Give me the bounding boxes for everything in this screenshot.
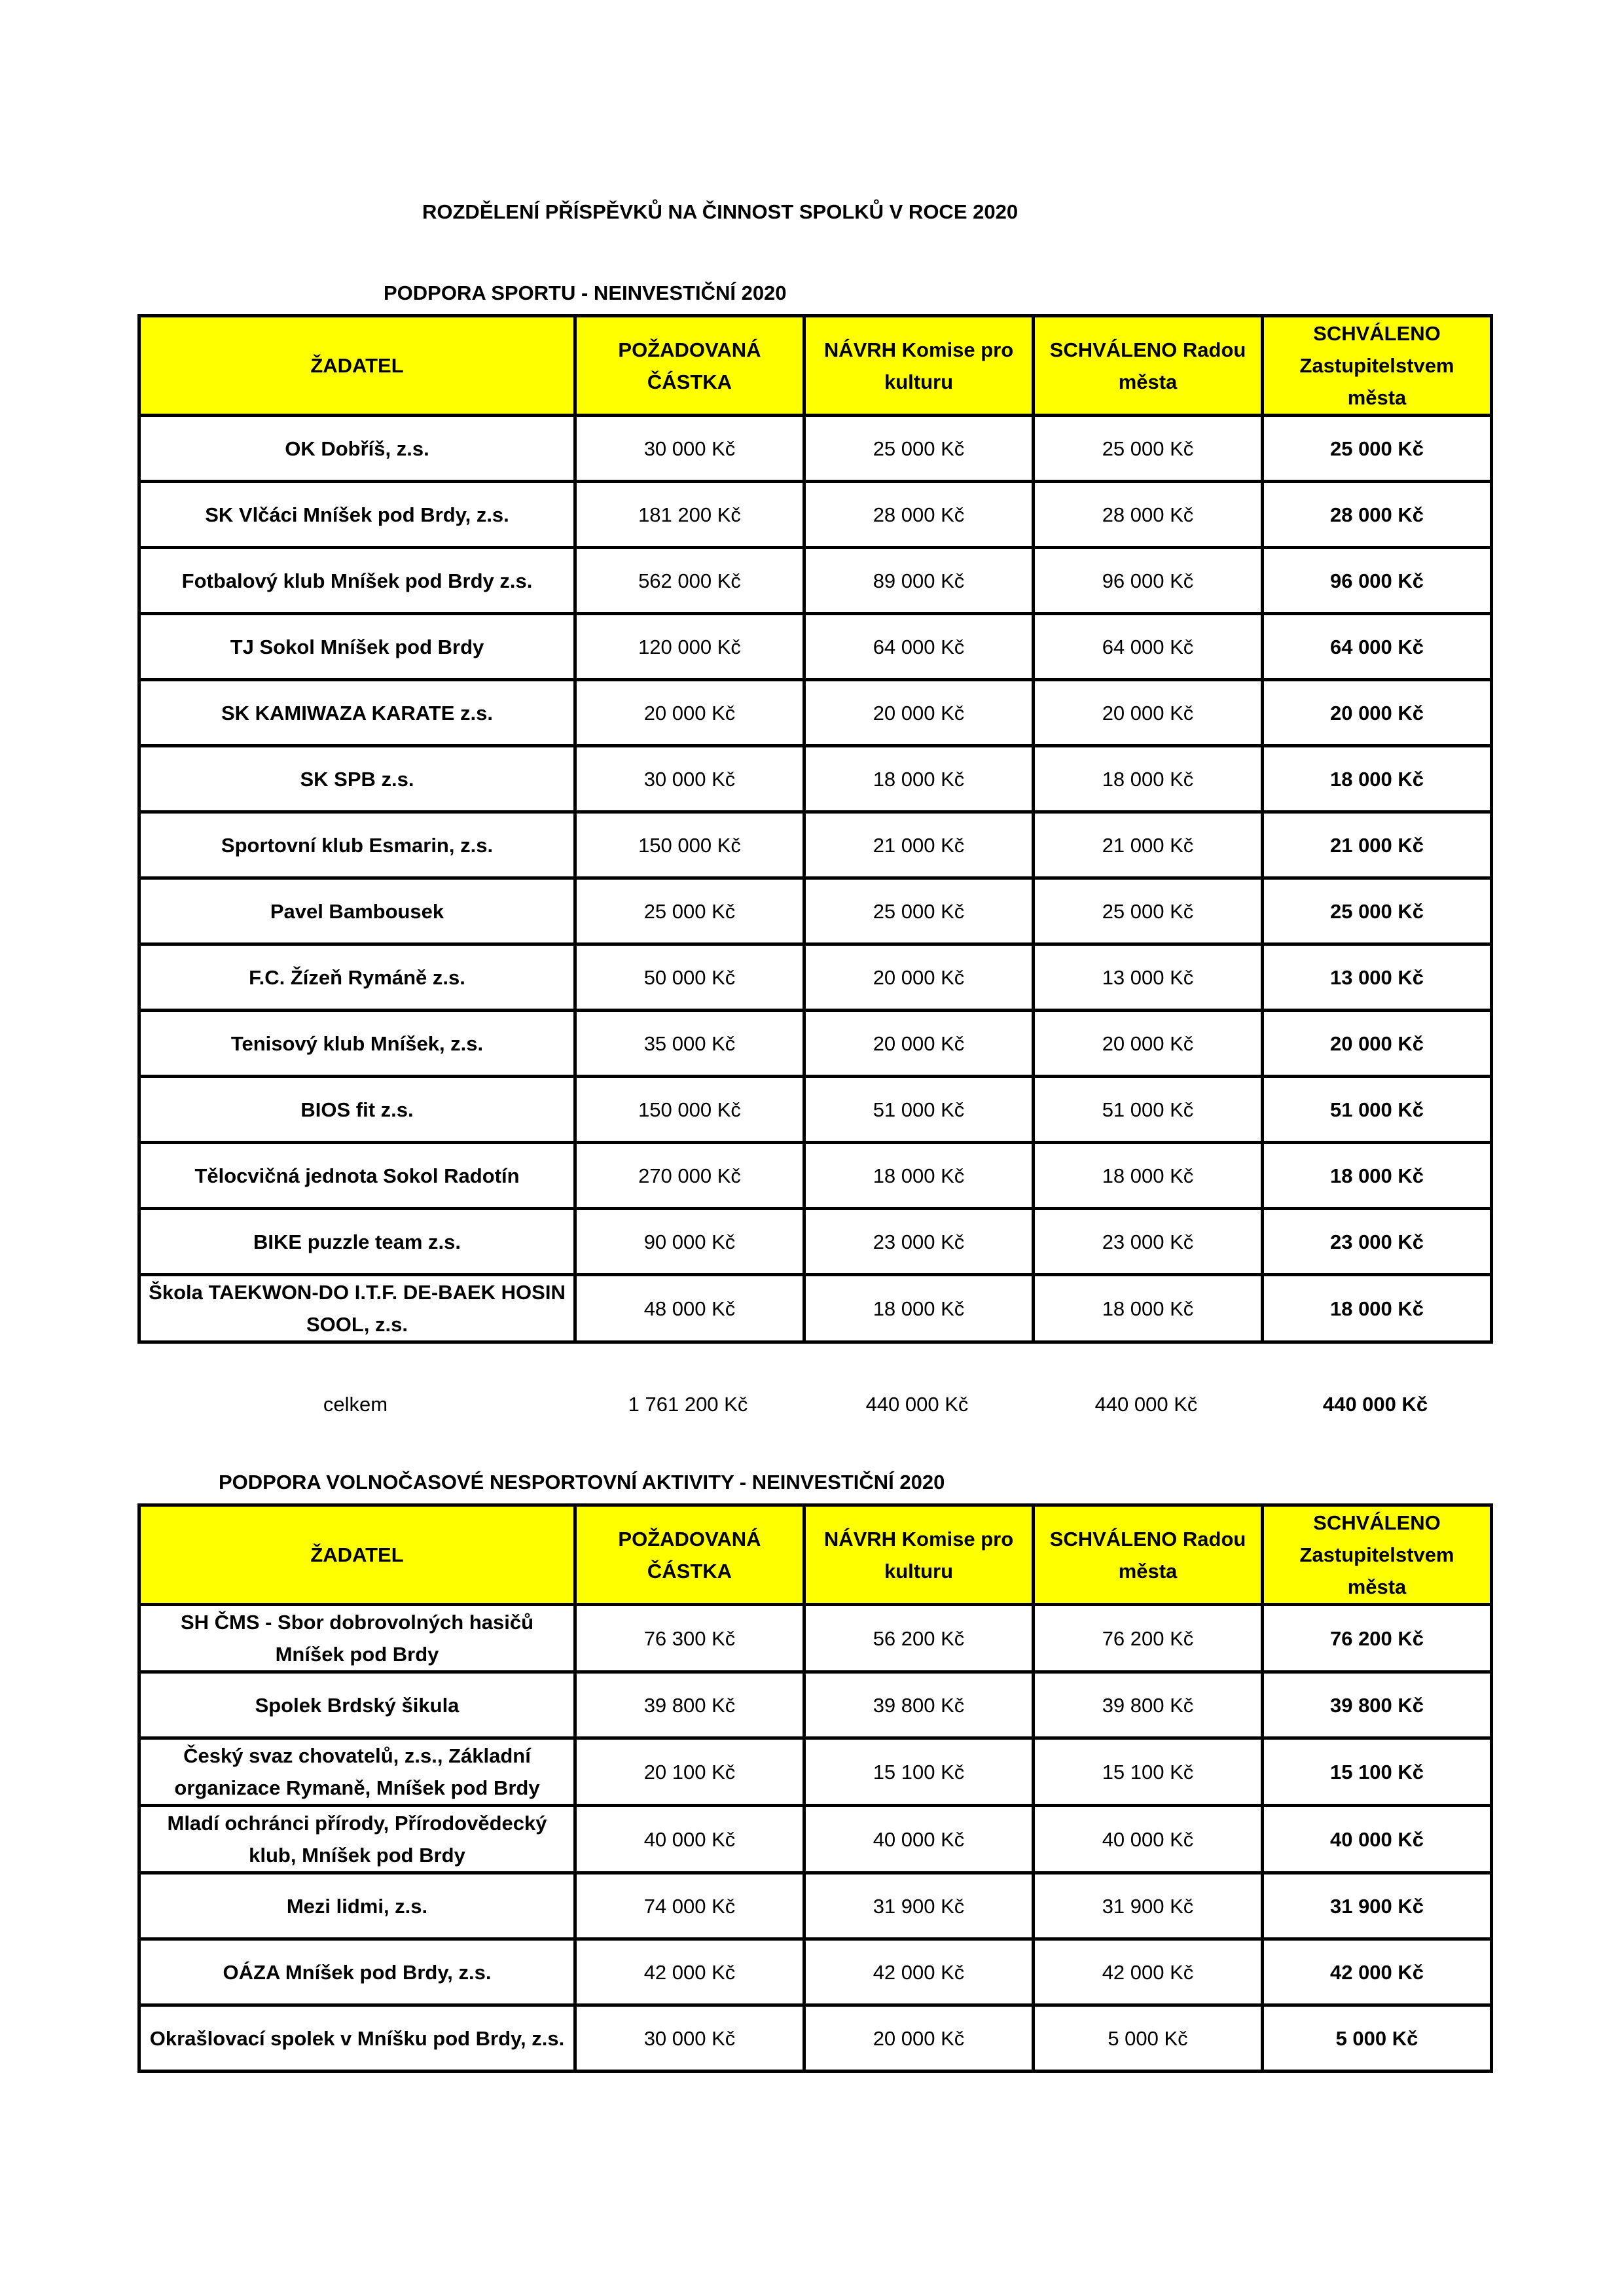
requested-amount-cell: 39 800 Kč xyxy=(575,1672,804,1738)
table-row xyxy=(139,548,1492,614)
council-approved-cell: 15 100 Kč xyxy=(1034,1738,1263,1806)
council-approved-cell: 13 000 Kč xyxy=(1034,944,1263,1011)
requested-amount-cell: 25 000 Kč xyxy=(575,878,804,944)
council-approved-cell: 76 200 Kč xyxy=(1034,1605,1263,1672)
committee-proposal-cell: 31 900 Kč xyxy=(804,1873,1034,1939)
council-approved-cell: 64 000 Kč xyxy=(1034,614,1263,680)
assembly-approved-cell: 20 000 Kč xyxy=(1263,680,1492,746)
table-row xyxy=(139,812,1492,878)
header-council-approved: SCHVÁLENO Radou města xyxy=(1034,1505,1263,1605)
applicant-cell: SK SPB z.s. xyxy=(139,746,575,812)
table-row xyxy=(139,1011,1492,1077)
header-applicant: ŽADATEL xyxy=(139,1505,575,1605)
applicant-cell: Pavel Bambousek xyxy=(139,878,575,944)
total-label: celkem xyxy=(323,1393,388,1416)
council-approved-cell: 18 000 Kč xyxy=(1034,1143,1263,1209)
applicant-cell: Škola TAEKWON-DO I.T.F. DE-BAEK HOSIN SOOL, z.s. xyxy=(139,1275,575,1342)
applicant-cell: SK Vlčáci Mníšek pod Brdy, z.s. xyxy=(139,482,575,548)
applicant-cell: Tělocvičná jednota Sokol Radotín xyxy=(139,1143,575,1209)
committee-proposal-cell: 42 000 Kč xyxy=(804,1939,1034,2005)
council-approved-cell: 20 000 Kč xyxy=(1034,1011,1263,1077)
total-council: 440 000 Kč xyxy=(1094,1393,1198,1416)
applicant-cell: Fotbalový klub Mníšek pod Brdy z.s. xyxy=(139,548,575,614)
requested-amount-cell: 562 000 Kč xyxy=(575,548,804,614)
table-row xyxy=(139,1738,1492,1806)
assembly-approved-cell: 20 000 Kč xyxy=(1263,1011,1492,1077)
assembly-approved-cell: 18 000 Kč xyxy=(1263,1143,1492,1209)
committee-proposal-cell: 20 000 Kč xyxy=(804,1011,1034,1077)
total-committee: 440 000 Kč xyxy=(865,1393,969,1416)
requested-amount-cell: 120 000 Kč xyxy=(575,614,804,680)
applicant-cell: Spolek Brdský šikula xyxy=(139,1672,575,1738)
council-approved-cell: 21 000 Kč xyxy=(1034,812,1263,878)
applicant-cell: Mezi lidmi, z.s. xyxy=(139,1873,575,1939)
table-row xyxy=(139,1143,1492,1209)
table-row xyxy=(139,944,1492,1011)
council-approved-cell: 5 000 Kč xyxy=(1034,2005,1263,2072)
council-approved-cell: 31 900 Kč xyxy=(1034,1873,1263,1939)
council-approved-cell: 51 000 Kč xyxy=(1034,1077,1263,1143)
total-requested: 1 761 200 Kč xyxy=(628,1393,748,1416)
applicant-cell: Český svaz chovatelů, z.s., Základní organizace Rymaně, Mníšek pod Brdy xyxy=(139,1738,575,1806)
assembly-approved-cell: 25 000 Kč xyxy=(1263,416,1492,482)
sport-total-row xyxy=(137,1386,1490,1423)
committee-proposal-cell: 64 000 Kč xyxy=(804,614,1034,680)
table-row xyxy=(139,1672,1492,1738)
table-row xyxy=(139,1873,1492,1939)
council-approved-cell: 23 000 Kč xyxy=(1034,1209,1263,1275)
header-requested-amount: POŽADOVANÁ ČÁSTKA xyxy=(575,1505,804,1605)
assembly-approved-cell: 64 000 Kč xyxy=(1263,614,1492,680)
table-row xyxy=(139,1806,1492,1873)
committee-proposal-cell: 20 000 Kč xyxy=(804,2005,1034,2072)
applicant-cell: BIOS fit z.s. xyxy=(139,1077,575,1143)
applicant-cell: Okrašlovací spolek v Mníšku pod Brdy, z.s. xyxy=(139,2005,575,2072)
council-approved-cell: 40 000 Kč xyxy=(1034,1806,1263,1873)
requested-amount-cell: 42 000 Kč xyxy=(575,1939,804,2005)
requested-amount-cell: 50 000 Kč xyxy=(575,944,804,1011)
table-row xyxy=(139,482,1492,548)
assembly-approved-cell: 21 000 Kč xyxy=(1263,812,1492,878)
applicant-cell: F.C. Žízeň Rymáně z.s. xyxy=(139,944,575,1011)
requested-amount-cell: 30 000 Kč xyxy=(575,2005,804,2072)
header-assembly-approved: SCHVÁLENO Zastupitelstvem města xyxy=(1263,1505,1492,1605)
council-approved-cell: 25 000 Kč xyxy=(1034,878,1263,944)
committee-proposal-cell: 15 100 Kč xyxy=(804,1738,1034,1806)
council-approved-cell: 39 800 Kč xyxy=(1034,1672,1263,1738)
assembly-approved-cell: 96 000 Kč xyxy=(1263,548,1492,614)
assembly-approved-cell: 39 800 Kč xyxy=(1263,1672,1492,1738)
table-row xyxy=(139,1209,1492,1275)
committee-proposal-cell: 56 200 Kč xyxy=(804,1605,1034,1672)
header-council-approved: SCHVÁLENO Radou města xyxy=(1034,316,1263,416)
table-row xyxy=(139,614,1492,680)
assembly-approved-cell: 40 000 Kč xyxy=(1263,1806,1492,1873)
council-approved-cell: 42 000 Kč xyxy=(1034,1939,1263,2005)
council-approved-cell: 96 000 Kč xyxy=(1034,548,1263,614)
requested-amount-cell: 35 000 Kč xyxy=(575,1011,804,1077)
requested-amount-cell: 30 000 Kč xyxy=(575,746,804,812)
committee-proposal-cell: 25 000 Kč xyxy=(804,878,1034,944)
table-row xyxy=(139,416,1492,482)
applicant-cell: BIKE puzzle team z.s. xyxy=(139,1209,575,1275)
requested-amount-cell: 20 000 Kč xyxy=(575,680,804,746)
applicant-cell: Tenisový klub Mníšek, z.s. xyxy=(139,1011,575,1077)
council-approved-cell: 25 000 Kč xyxy=(1034,416,1263,482)
applicant-cell: SK KAMIWAZA KARATE z.s. xyxy=(139,680,575,746)
requested-amount-cell: 90 000 Kč xyxy=(575,1209,804,1275)
applicant-cell: OK Dobříš, z.s. xyxy=(139,416,575,482)
committee-proposal-cell: 39 800 Kč xyxy=(804,1672,1034,1738)
sport-table xyxy=(137,314,1493,1344)
council-approved-cell: 20 000 Kč xyxy=(1034,680,1263,746)
assembly-approved-cell: 23 000 Kč xyxy=(1263,1209,1492,1275)
assembly-approved-cell: 15 100 Kč xyxy=(1263,1738,1492,1806)
committee-proposal-cell: 51 000 Kč xyxy=(804,1077,1034,1143)
leisure-section-heading: PODPORA VOLNOČASOVÉ NESPORTOVNÍ AKTIVITY - NEINVESTIČNÍ 2020 xyxy=(219,1471,945,1494)
table-row xyxy=(139,1275,1492,1342)
leisure-table xyxy=(137,1503,1493,2073)
table-row xyxy=(139,878,1492,944)
sport-header-row xyxy=(139,316,1492,416)
committee-proposal-cell: 18 000 Kč xyxy=(804,1275,1034,1342)
document-title: ROZDĚLENÍ PŘÍSPĚVKŮ NA ČINNOST SPOLKŮ V ROCE 2020 xyxy=(422,200,1019,223)
table-row xyxy=(139,1939,1492,2005)
committee-proposal-cell: 40 000 Kč xyxy=(804,1806,1034,1873)
assembly-approved-cell: 18 000 Kč xyxy=(1263,746,1492,812)
assembly-approved-cell: 25 000 Kč xyxy=(1263,878,1492,944)
assembly-approved-cell: 13 000 Kč xyxy=(1263,944,1492,1011)
requested-amount-cell: 20 100 Kč xyxy=(575,1738,804,1806)
requested-amount-cell: 76 300 Kč xyxy=(575,1605,804,1672)
header-committee-proposal: NÁVRH Komise pro kulturu xyxy=(804,1505,1034,1605)
header-committee-proposal: NÁVRH Komise pro kulturu xyxy=(804,316,1034,416)
requested-amount-cell: 181 200 Kč xyxy=(575,482,804,548)
assembly-approved-cell: 5 000 Kč xyxy=(1263,2005,1492,2072)
requested-amount-cell: 150 000 Kč xyxy=(575,812,804,878)
leisure-header-row xyxy=(139,1505,1492,1605)
requested-amount-cell: 40 000 Kč xyxy=(575,1806,804,1873)
header-assembly-approved: SCHVÁLENO Zastupitelstvem města xyxy=(1263,316,1492,416)
sport-section-heading: PODPORA SPORTU - NEINVESTIČNÍ 2020 xyxy=(384,281,787,304)
assembly-approved-cell: 31 900 Kč xyxy=(1263,1873,1492,1939)
table-row xyxy=(139,2005,1492,2072)
committee-proposal-cell: 21 000 Kč xyxy=(804,812,1034,878)
table-row xyxy=(139,746,1492,812)
header-requested-amount: POŽADOVANÁ ČÁSTKA xyxy=(575,316,804,416)
assembly-approved-cell: 51 000 Kč xyxy=(1263,1077,1492,1143)
assembly-approved-cell: 18 000 Kč xyxy=(1263,1275,1492,1342)
committee-proposal-cell: 18 000 Kč xyxy=(804,1143,1034,1209)
table-row xyxy=(139,680,1492,746)
council-approved-cell: 18 000 Kč xyxy=(1034,1275,1263,1342)
council-approved-cell: 18 000 Kč xyxy=(1034,746,1263,812)
requested-amount-cell: 74 000 Kč xyxy=(575,1873,804,1939)
committee-proposal-cell: 18 000 Kč xyxy=(804,746,1034,812)
council-approved-cell: 28 000 Kč xyxy=(1034,482,1263,548)
table-row xyxy=(139,1605,1492,1672)
requested-amount-cell: 30 000 Kč xyxy=(575,416,804,482)
committee-proposal-cell: 89 000 Kč xyxy=(804,548,1034,614)
assembly-approved-cell: 28 000 Kč xyxy=(1263,482,1492,548)
committee-proposal-cell: 28 000 Kč xyxy=(804,482,1034,548)
assembly-approved-cell: 76 200 Kč xyxy=(1263,1605,1492,1672)
committee-proposal-cell: 25 000 Kč xyxy=(804,416,1034,482)
requested-amount-cell: 48 000 Kč xyxy=(575,1275,804,1342)
committee-proposal-cell: 20 000 Kč xyxy=(804,944,1034,1011)
committee-proposal-cell: 23 000 Kč xyxy=(804,1209,1034,1275)
applicant-cell: Sportovní klub Esmarin, z.s. xyxy=(139,812,575,878)
requested-amount-cell: 270 000 Kč xyxy=(575,1143,804,1209)
table-row xyxy=(139,1077,1492,1143)
applicant-cell: SH ČMS - Sbor dobrovolných hasičů Mníšek pod Brdy xyxy=(139,1605,575,1672)
assembly-approved-cell: 42 000 Kč xyxy=(1263,1939,1492,2005)
applicant-cell: TJ Sokol Mníšek pod Brdy xyxy=(139,614,575,680)
applicant-cell: Mladí ochránci přírody, Přírodovědecký klub, Mníšek pod Brdy xyxy=(139,1806,575,1873)
applicant-cell: OÁZA Mníšek pod Brdy, z.s. xyxy=(139,1939,575,2005)
total-assembly: 440 000 Kč xyxy=(1322,1393,1428,1416)
committee-proposal-cell: 20 000 Kč xyxy=(804,680,1034,746)
requested-amount-cell: 150 000 Kč xyxy=(575,1077,804,1143)
header-applicant: ŽADATEL xyxy=(139,316,575,416)
